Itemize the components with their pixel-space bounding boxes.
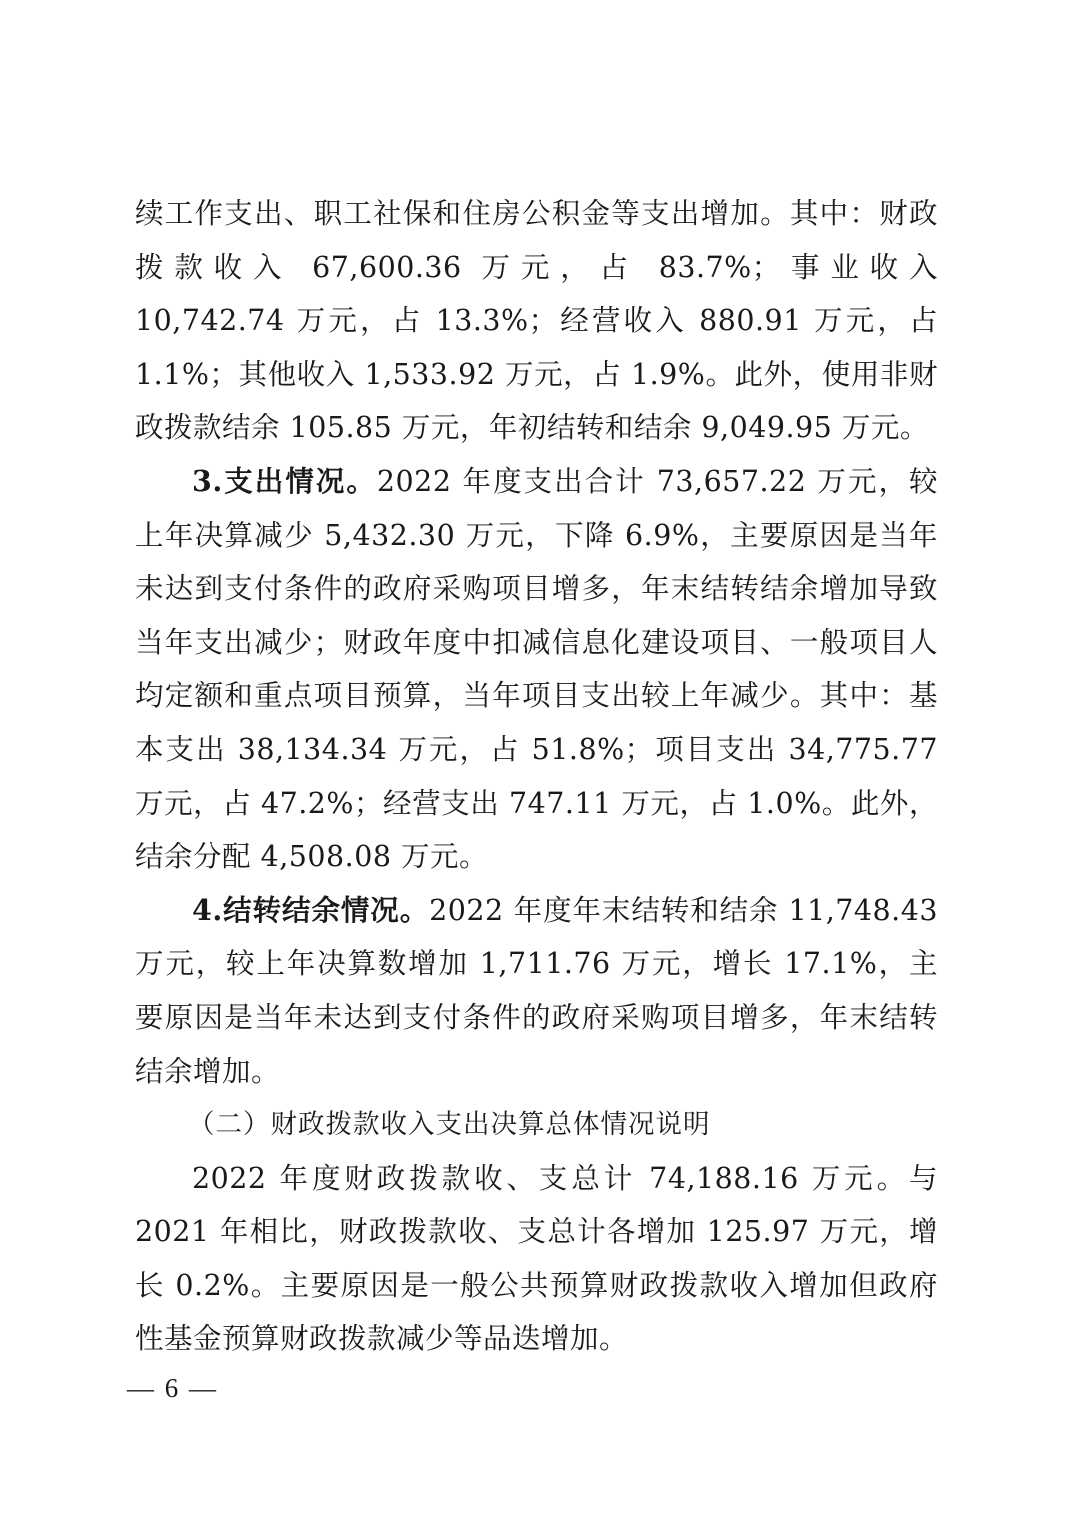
paragraph-carryover-text: 2022 年度年末结转和结余 11,748.43 万元，较上年决算数增加 1,711.76 万元，增长 17.1%，主要原因是当年未达到支付条件的政府采购项目增多，年末结转结余增加。 [135,893,938,1088]
heading-expenditure: 3.支出情况。 [192,463,377,498]
paragraph-income-continued: 续工作支出、职工社保和住房公积金等支出增加。其中：财政拨款收入 67,600.36 万元，占 83.7%；事业收入 10,742.74 万元，占 13.3%；经营收入 880.91 万元，占 1.1%；其他收入 1,533.92 万元，占 1.9%。此外，使用非财政拨款结余 105.85 万元，年初结转和结余 9,049.95 万元。 [135,197,938,445]
section-subheading: （二）财政拨款收入支出决算总体情况说明 [188,1109,711,1141]
heading-carryover: 4.结转结余情况。 [192,892,430,927]
paragraph-expenditure [135,455,938,884]
paragraph-expenditure-text: 2022 年度支出合计 73,657.22 万元，较上年决算减少 5,432.30 万元，下降 6.9%，主要原因是当年未达到支付条件的政府采购项目增多，年末结转结余增加导致当年支出减少；财政年度中扣减信息化建设项目、一般项目人均定额和重点项目预算，当年项目支出较上年减少。其中：基本支出 38,134.34 万元，占 51.8%；项目支出 34,775.77 万元，占 47.2%；经营支出 747.11 万元，占 1.0%。此外，结余分配 4,508.08 万元。 [135,464,938,874]
paragraph-fiscal-summary: 2022 年度财政拨款收、支总计 74,188.16 万元。与 2021 年相比，财政拨款收、支总计各增加 125.97 万元，增长 0.2%。主要原因是一般公共预算财政拨款收入增加但政府性基金预算财政拨款减少等品迭增加。 [135,1161,938,1356]
paragraph-carryover [135,884,938,1098]
page-number: — 6 — [127,1373,218,1403]
document-body [135,187,938,1366]
